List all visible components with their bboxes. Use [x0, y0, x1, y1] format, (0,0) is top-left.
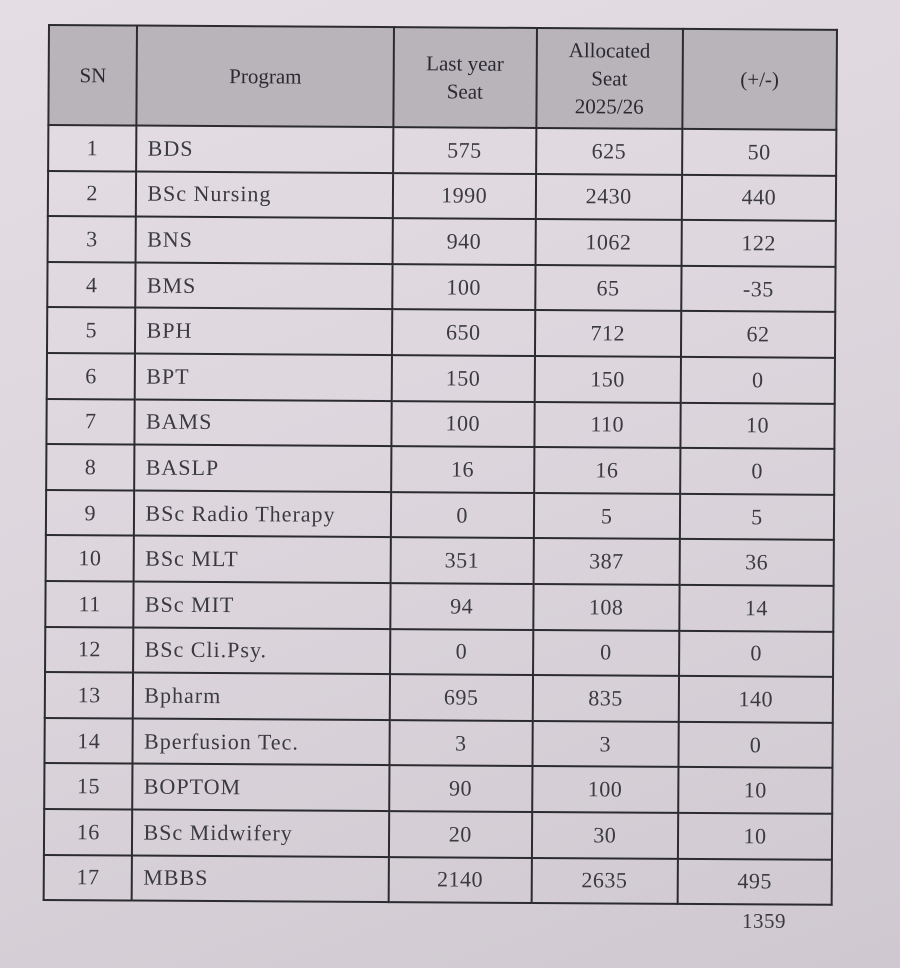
cell-sn: 6 — [47, 353, 136, 399]
cell-allocated: 387 — [533, 538, 680, 584]
cell-difference: 0 — [678, 722, 832, 769]
cell-allocated: 100 — [532, 766, 679, 812]
table-row — [45, 672, 833, 722]
cell-allocated: 65 — [535, 265, 682, 311]
cell-program: BASLP — [135, 445, 392, 492]
cell-allocated: 2635 — [531, 857, 678, 903]
cell-allocated: 0 — [533, 630, 680, 676]
header-allocated-line-3: 2025/26 — [574, 94, 644, 119]
cell-program: MBBS — [132, 855, 389, 902]
cell-difference: 495 — [678, 858, 832, 905]
cell-program: Bperfusion Tec. — [133, 718, 390, 765]
cell-program: BPT — [135, 354, 392, 401]
cell-allocated: 108 — [533, 584, 680, 630]
cell-sn: 8 — [46, 444, 135, 490]
cell-difference: 5 — [680, 494, 834, 541]
cell-last-year: 575 — [393, 127, 536, 173]
header-last-year-line-1: Last year — [426, 51, 504, 76]
cell-last-year: 20 — [389, 811, 532, 857]
cell-difference: -35 — [681, 266, 835, 313]
cell-program: BOPTOM — [133, 764, 390, 811]
cell-program: BSc Cli.Psy. — [133, 627, 390, 674]
cell-allocated: 2430 — [535, 174, 682, 220]
cell-difference: 36 — [679, 539, 833, 586]
table-row — [45, 627, 833, 677]
cell-difference: 0 — [679, 630, 833, 677]
header-sn: SN — [48, 25, 137, 126]
cell-last-year: 100 — [391, 401, 534, 447]
table-header — [48, 25, 837, 130]
cell-last-year: 90 — [389, 765, 532, 811]
cell-allocated: 16 — [534, 447, 681, 493]
cell-sn: 5 — [47, 307, 136, 353]
header-program: Program — [137, 26, 394, 128]
cell-sn: 9 — [46, 490, 135, 536]
table-row — [44, 718, 832, 768]
cell-last-year: 2140 — [389, 857, 532, 903]
cell-allocated: 712 — [534, 310, 681, 356]
cell-last-year: 3 — [389, 720, 532, 766]
cell-last-year: 351 — [391, 537, 534, 583]
cell-sn: 4 — [47, 262, 136, 308]
cell-sn: 13 — [45, 672, 134, 718]
cell-difference: 50 — [682, 129, 836, 176]
cell-difference: 14 — [679, 585, 833, 632]
cell-difference: 0 — [680, 448, 834, 495]
cell-sn: 14 — [44, 718, 133, 764]
cell-allocated: 625 — [536, 128, 683, 174]
table-row — [48, 216, 836, 266]
cell-sn: 16 — [44, 809, 133, 855]
cell-program: BDS — [137, 126, 394, 173]
cell-difference: 62 — [681, 311, 835, 358]
cell-last-year: 940 — [392, 218, 535, 264]
cell-program: BSc MIT — [134, 581, 391, 628]
cell-program: BSc Radio Therapy — [134, 490, 391, 537]
table-row — [47, 353, 835, 403]
header-last-year-line-2: Seat — [446, 79, 483, 104]
cell-last-year: 94 — [390, 583, 533, 629]
cell-difference: 440 — [682, 174, 836, 221]
cell-sn: 12 — [45, 627, 134, 673]
cell-allocated: 150 — [534, 356, 681, 402]
table-row — [47, 262, 835, 312]
header-last-year-seat — [393, 27, 536, 128]
table-row — [44, 763, 832, 813]
cell-last-year: 150 — [392, 355, 535, 401]
cell-program: BNS — [136, 217, 393, 264]
header-difference: (+/-) — [682, 29, 837, 130]
table-row — [45, 581, 833, 631]
cell-program: BAMS — [135, 399, 392, 446]
header-allocated-line-2: Seat — [591, 66, 628, 91]
cell-allocated: 835 — [532, 675, 679, 721]
table-row — [46, 535, 834, 585]
cell-program: BSc MLT — [134, 536, 391, 583]
cell-last-year: 100 — [392, 264, 535, 310]
cell-difference: 122 — [681, 220, 835, 267]
table-row — [47, 307, 835, 357]
cell-last-year: 1990 — [393, 173, 536, 219]
cell-sn: 17 — [44, 854, 133, 900]
table-row — [46, 490, 834, 540]
cell-last-year: 0 — [390, 629, 533, 675]
table-row — [46, 444, 834, 494]
cell-last-year: 695 — [390, 674, 533, 720]
cell-program: BMS — [136, 262, 393, 309]
cell-program: BSc Midwifery — [132, 809, 389, 856]
header-allocated-line-1: Allocated — [568, 38, 651, 63]
cell-last-year: 650 — [392, 309, 535, 355]
cell-sn: 3 — [48, 216, 137, 262]
cell-sn: 11 — [45, 581, 134, 627]
cell-program: BSc Nursing — [136, 171, 393, 218]
table-row — [44, 809, 832, 859]
table-row — [46, 399, 834, 449]
cell-allocated: 5 — [533, 493, 680, 539]
cell-last-year: 0 — [391, 492, 534, 538]
table-row — [48, 171, 836, 221]
header-allocated-seat — [536, 28, 683, 129]
cell-allocated: 30 — [531, 812, 678, 858]
cell-program: BPH — [135, 308, 392, 355]
cell-difference: 140 — [679, 676, 833, 723]
table-row — [48, 125, 836, 175]
cell-program: Bpharm — [133, 673, 390, 720]
header-row — [48, 25, 837, 130]
seat-allocation-table — [43, 24, 838, 906]
cell-difference: 10 — [680, 402, 834, 449]
cell-sn: 2 — [48, 171, 137, 217]
cell-allocated: 3 — [532, 721, 679, 767]
cell-sn: 15 — [44, 763, 133, 809]
cell-sn: 10 — [46, 535, 135, 581]
cell-difference: 10 — [678, 767, 832, 814]
cell-allocated: 1062 — [535, 219, 682, 265]
cell-sn: 7 — [46, 399, 135, 445]
cell-last-year: 16 — [391, 446, 534, 492]
difference-total: 1359 — [742, 909, 786, 933]
cell-allocated: 110 — [534, 402, 681, 448]
cell-difference: 10 — [678, 813, 832, 860]
table-body — [44, 125, 837, 905]
cell-sn: 1 — [48, 125, 137, 171]
table-row — [44, 854, 832, 904]
cell-difference: 0 — [681, 357, 835, 404]
